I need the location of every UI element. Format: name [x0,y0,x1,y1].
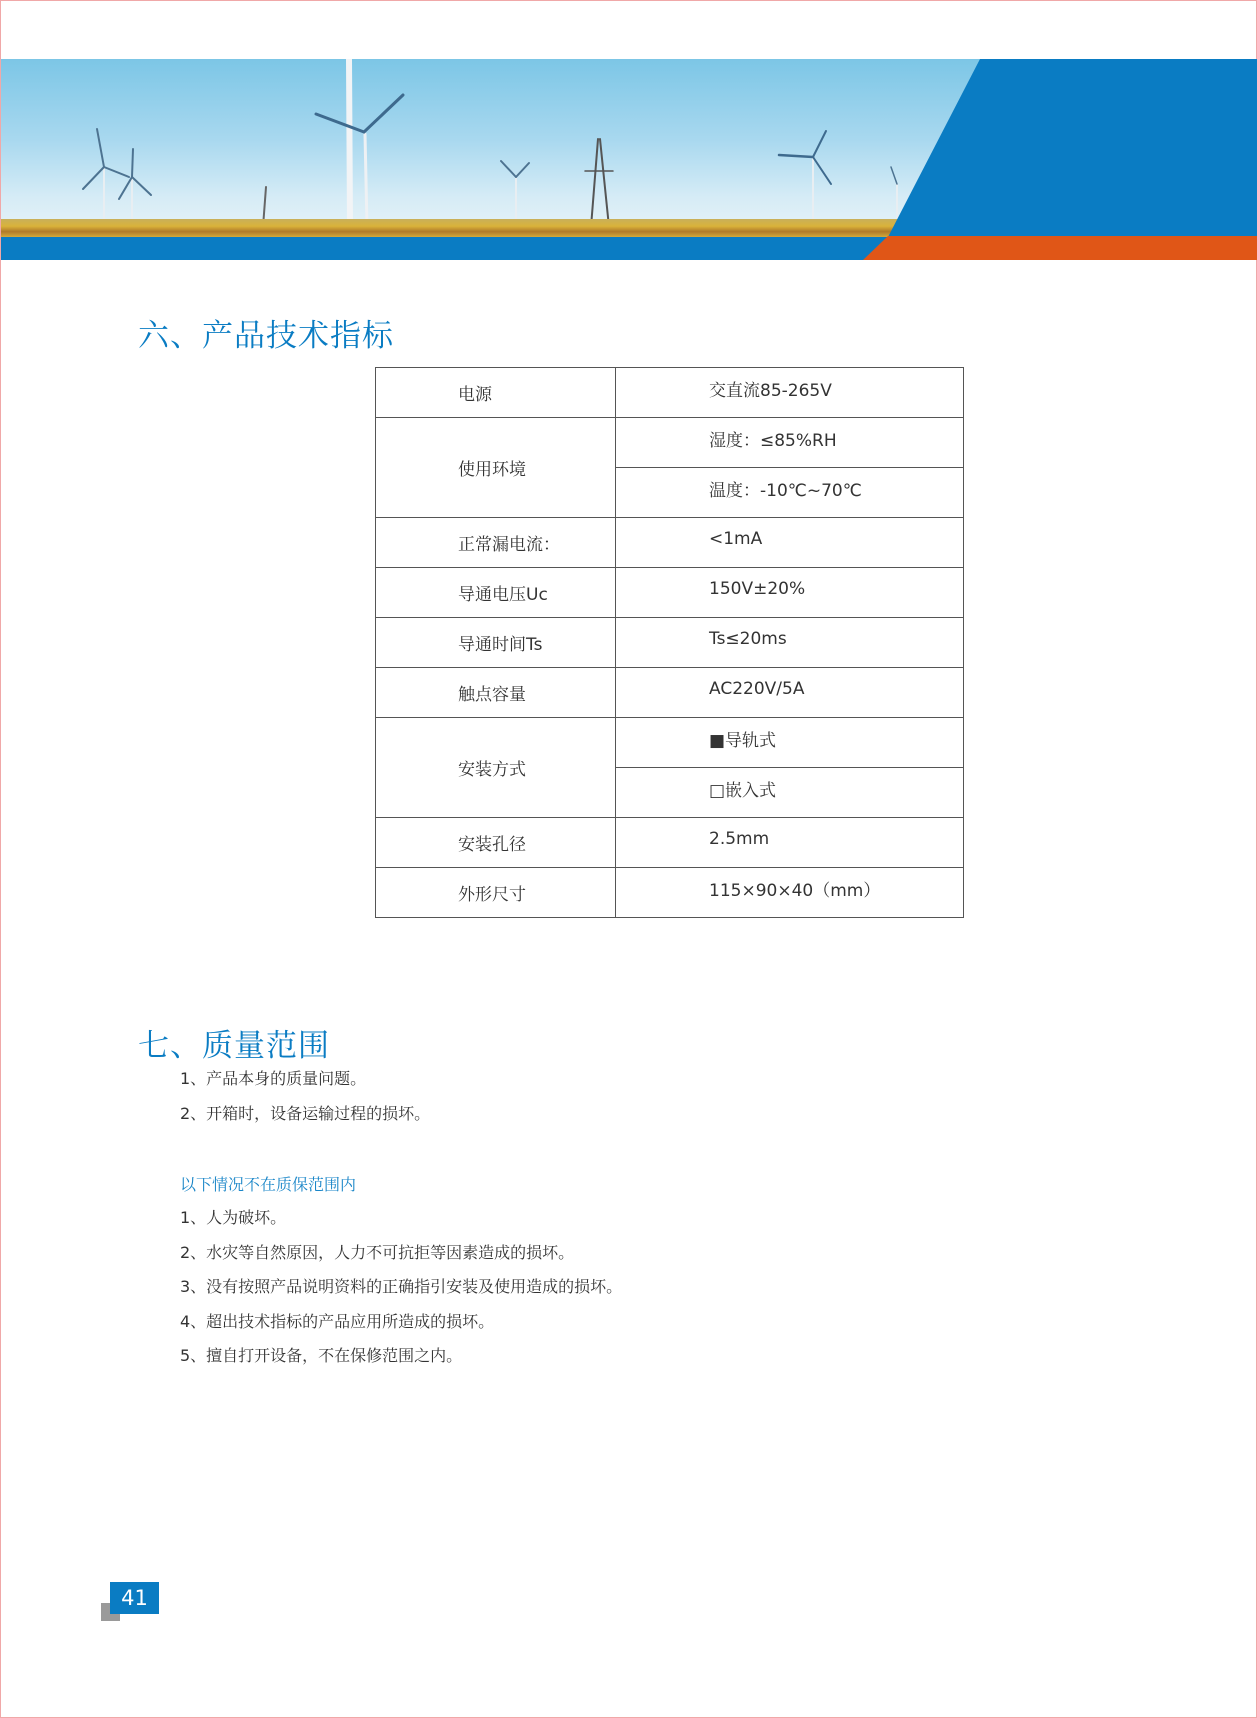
spec-key: 触点容量 [376,668,616,718]
table-row [376,668,964,718]
page-number: 41 [110,1582,159,1614]
list-item: 3、没有按照产品说明资料的正确指引安装及使用造成的损坏。 [180,1277,623,1296]
spec-value: 2.5mm [616,818,964,868]
spec-value: ■导轨式 [616,718,964,768]
list-item: 2、水灾等自然原因，人力不可抗拒等因素造成的损坏。 [180,1242,575,1262]
list-item: 1、产品本身的质量问题。 [180,1069,367,1088]
spec-value: 湿度：≤85%RH [616,418,964,468]
spec-value: □嵌入式 [616,768,964,818]
table-row [376,518,964,568]
spec-value: 温度：-10℃~70℃ [616,468,964,518]
spec-key: 安装方式 [376,718,616,818]
table-row [376,868,964,918]
spec-table [375,367,964,918]
spec-key: 使用环境 [376,418,616,518]
spec-value: 交直流85-265V [616,368,964,418]
spec-key: 安装孔径 [376,818,616,868]
spec-value: 115×90×40（mm） [616,868,964,918]
section-title-specs: 六、产品技术指标 [138,318,394,354]
spec-key: 电源 [376,368,616,418]
excluded-list [180,1201,622,1374]
spec-value: <1mA [616,518,964,568]
covered-list [180,1062,430,1131]
spec-key: 正常漏电流： [376,518,616,568]
table-row [376,418,964,468]
spec-value: AC220V/5A [616,668,964,718]
list-item: 2、开箱时，设备运输过程的损坏。 [180,1103,431,1123]
table-row [376,818,964,868]
spec-key: 外形尺寸 [376,868,616,918]
table-row [376,568,964,618]
list-item: 1、人为破坏。 [180,1208,287,1227]
table-row [376,368,964,418]
excluded-heading: 以下情况不在质保范围内 [180,1175,357,1194]
list-item: 5、擅自打开设备，不在保修范围之内。 [180,1346,463,1365]
spec-value: Ts≤20ms [616,618,964,668]
spec-value: 150V±20% [616,568,964,618]
spec-key: 导通时间Ts [376,618,616,668]
section-title-quality: 七、质量范围 [138,1028,330,1064]
header-banner [1,59,1257,260]
spec-key: 导通电压Uc [376,568,616,618]
table-row [376,718,964,768]
list-item: 4、超出技术指标的产品应用所造成的损坏。 [180,1311,495,1331]
table-row [376,618,964,668]
